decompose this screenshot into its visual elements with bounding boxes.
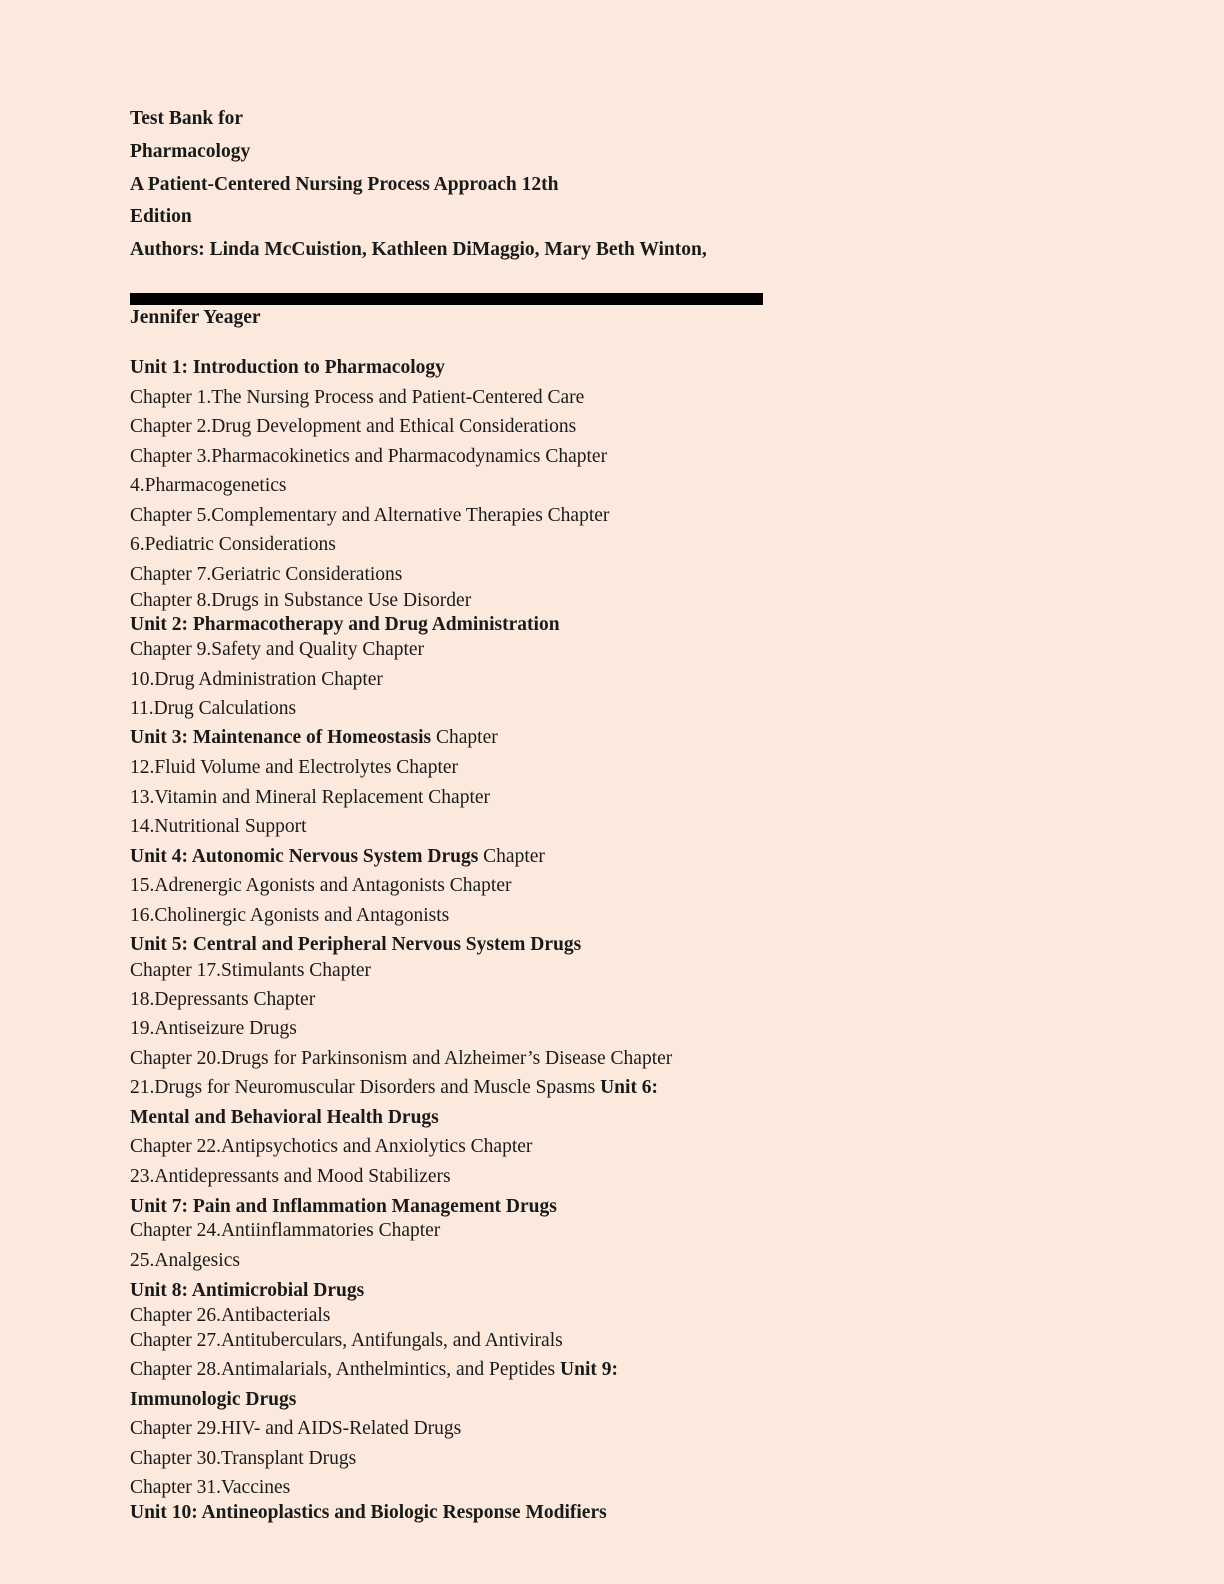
toc-entry: 25.Analgesics (130, 1250, 240, 1271)
divider-bar (130, 293, 763, 305)
toc-unit-heading: Unit 4: Autonomic Nervous System Drugs (130, 846, 479, 867)
toc-unit-heading: Unit 2: Pharmacotherapy and Drug Administration (130, 614, 560, 635)
toc-entry: 19.Antiseizure Drugs (130, 1018, 297, 1039)
authors-continued: Jennifer Yeager (130, 307, 261, 328)
toc-entry: Chapter 5.Complementary and Alternative Therapies Chapter (130, 505, 610, 526)
toc-entry: Chapter 20.Drugs for Parkinsonism and Alzheimer’s Disease Chapter (130, 1048, 673, 1069)
header-line-1: Test Bank for (130, 108, 244, 129)
authors-line: Authors: Linda McCuistion, Kathleen DiMaggio, Mary Beth Winton, (130, 239, 707, 260)
toc-entry (130, 726, 498, 750)
toc-unit-heading: Unit 10: Antineoplastics and Biologic Response Modifiers (130, 1502, 607, 1523)
toc-entry: 10.Drug Administration Chapter (130, 669, 383, 690)
toc-unit-heading: Immunologic Drugs (130, 1389, 297, 1410)
toc-entry: Chapter 2.Drug Development and Ethical Considerations (130, 416, 577, 437)
toc-entry: Chapter 22.Antipsychotics and Anxiolytics Chapter (130, 1136, 533, 1157)
toc-entry: 12.Fluid Volume and Electrolytes Chapter (130, 757, 459, 778)
toc-entry: Chapter 30.Transplant Drugs (130, 1448, 357, 1469)
toc-unit-heading: Unit 3: Maintenance of Homeostasis (130, 727, 432, 748)
toc-entry: Chapter 3.Pharmacokinetics and Pharmacodynamics Chapter (130, 446, 608, 467)
toc-entry: Chapter 7.Geriatric Considerations (130, 564, 403, 585)
toc-entry: 23.Antidepressants and Mood Stabilizers (130, 1166, 451, 1187)
toc-entry: 14.Nutritional Support (130, 816, 307, 837)
toc-entry: Chapter 27.Antituberculars, Antifungals, and Antivirals (130, 1330, 563, 1351)
toc-entry: 6.Pediatric Considerations (130, 534, 336, 555)
book-edition: Edition (130, 206, 192, 227)
toc-entry: 15.Adrenergic Agonists and Antagonists Chapter (130, 875, 512, 896)
book-title: A Patient-Centered Nursing Process Approach 12th (130, 174, 559, 195)
toc-unit-heading: Unit 6: (600, 1077, 659, 1098)
toc-entry: 13.Vitamin and Mineral Replacement Chapter (130, 787, 491, 808)
toc-entry: 4.Pharmacogenetics (130, 475, 287, 496)
toc-entry (130, 845, 545, 869)
header-line-2: Pharmacology (130, 141, 251, 162)
toc-entry: Chapter 8.Drugs in Substance Use Disorder (130, 590, 472, 611)
toc-unit-heading: Unit 8: Antimicrobial Drugs (130, 1280, 365, 1301)
toc-entry: Chapter 29.HIV- and AIDS-Related Drugs (130, 1418, 462, 1439)
toc-entry: 16.Cholinergic Agonists and Antagonists (130, 905, 450, 926)
toc-entry-text: Chapter (431, 727, 498, 748)
toc-entry (130, 1358, 618, 1382)
toc-entry: Chapter 17.Stimulants Chapter (130, 960, 372, 981)
toc-entry: Chapter 1.The Nursing Process and Patient-Centered Care (130, 387, 585, 408)
toc-entry-text: 21.Drugs for Neuromuscular Disorders and Muscle Spasms (130, 1077, 601, 1098)
toc-unit-heading: Unit 5: Central and Peripheral Nervous System Drugs (130, 934, 582, 955)
toc-entry: Chapter 26.Antibacterials (130, 1305, 331, 1326)
toc-entry: Chapter 31.Vaccines (130, 1477, 291, 1498)
toc-entry-text: Chapter 28.Antimalarials, Anthelmintics, and Peptides (130, 1359, 561, 1380)
toc-unit-heading: Unit 1: Introduction to Pharmacology (130, 357, 445, 378)
toc-entry: Chapter 24.Antiinflammatories Chapter (130, 1220, 441, 1241)
toc-entry: 18.Depressants Chapter (130, 989, 316, 1010)
toc-unit-heading: Mental and Behavioral Health Drugs (130, 1107, 439, 1128)
toc-entry-text: Chapter (478, 846, 545, 867)
toc-unit-heading: Unit 9: (560, 1359, 618, 1380)
toc-entry (130, 1076, 658, 1100)
toc-entry: 11.Drug Calculations (130, 698, 297, 719)
toc-entry: Chapter 9.Safety and Quality Chapter (130, 639, 425, 660)
toc-unit-heading: Unit 7: Pain and Inflammation Management Drugs (130, 1196, 557, 1217)
